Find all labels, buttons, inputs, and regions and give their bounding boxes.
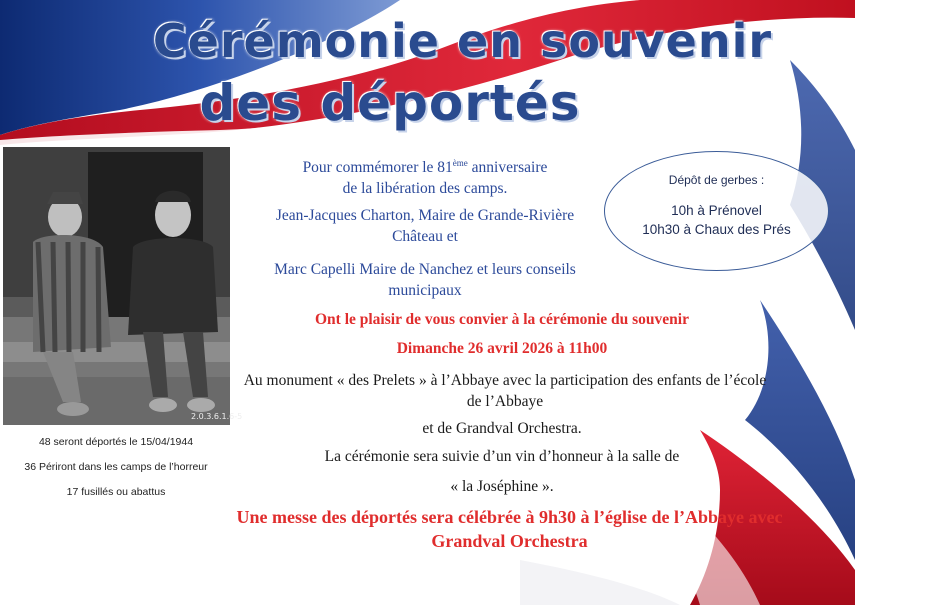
invitation-text: Ont le plaisir de vous convier à la cérémonie du souvenir <box>314 311 689 328</box>
monument-text: Au monument « des Prelets » à l’Abbaye avec la participation des enfants de l’école de l’Abbaye <box>243 372 767 410</box>
stats-captions <box>0 432 232 507</box>
depot-time-2: 10h30 à Chaux des Prés <box>642 222 791 237</box>
mass-announcement: Une messe des déportés sera célébrée à 9h30 à l’église de l’Abbaye avec Grandval Orchestra <box>236 507 783 551</box>
intro-capelli: Marc Capelli Maire de Nanchez et leurs conseils municipaux <box>274 261 576 299</box>
stat-perished: 36 Périront dans les camps de l’horreur <box>24 461 208 473</box>
depot-time-1: 10h à Prénovel <box>671 203 762 218</box>
ceremony-date: Dimanche 26 avril 2026 à 11h00 <box>396 340 608 357</box>
stat-shot: 17 fusillés ou abattus <box>66 486 166 498</box>
intro-line1a: Pour commémorer le 81 <box>302 159 453 177</box>
stat-deported: 48 seront déportés le 15/04/1944 <box>38 436 194 448</box>
intro-line1b: anniversaire <box>467 159 548 177</box>
intro-line2: de la libération des camps. <box>342 180 508 198</box>
historical-photo <box>3 147 243 425</box>
intro-sup: ème <box>452 158 468 168</box>
salle-text: « la Joséphine ». <box>450 478 554 495</box>
photo-illustration <box>3 147 243 425</box>
depot-gerbes-oval <box>604 151 829 271</box>
orchestra-text: et de Grandval Orchestra. <box>422 420 582 437</box>
title-line-2: des déportés <box>199 74 581 132</box>
photo-code: 2.0.3.6.1.6-5 <box>191 412 243 421</box>
vin-honneur-text: La cérémonie sera suivie d’un vin d’honneur à la salle de <box>324 448 680 465</box>
intro-charton: Jean-Jacques Charton, Maire de Grande-Rivière Château et <box>275 207 575 245</box>
intro-commemoration <box>255 153 595 199</box>
title-line-1: Cérémonie en souvenir <box>152 14 773 68</box>
depot-heading: Dépôt de gerbes : <box>668 173 765 187</box>
